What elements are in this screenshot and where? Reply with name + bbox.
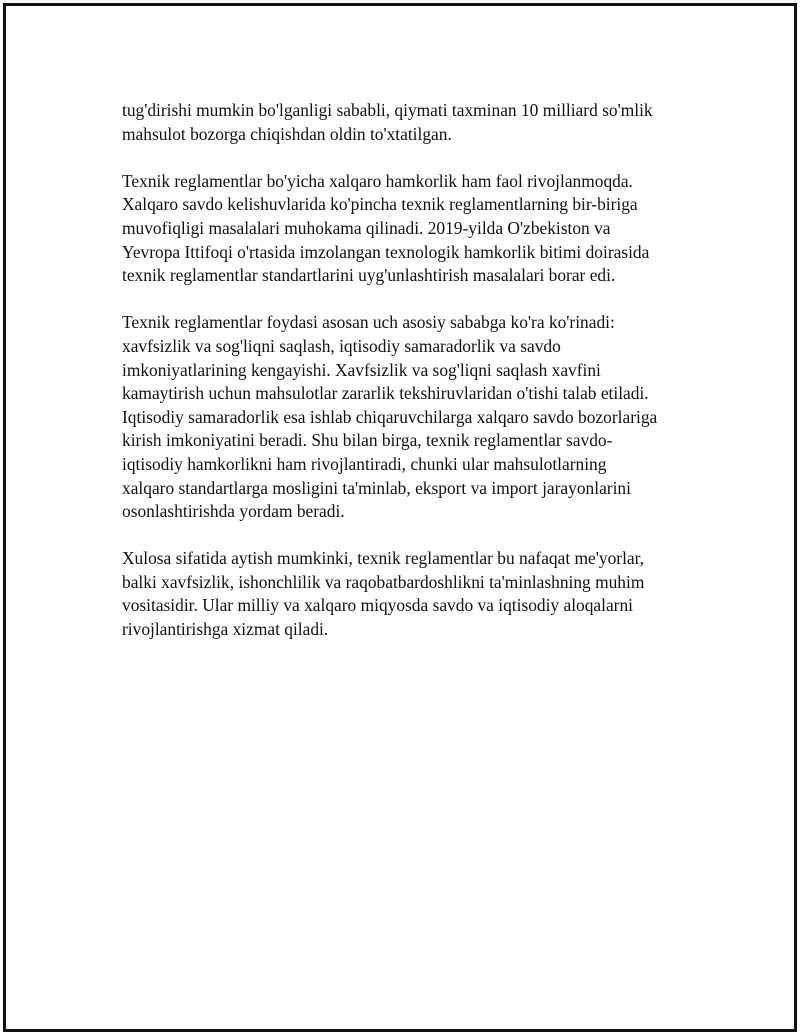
paragraph-3: [122, 311, 682, 523]
paragraph-1: [122, 99, 682, 146]
text-line: tug'dirishi mumkin bo'lganligi sababli, qiymati taxminan 10 milliard so'mlik: [122, 100, 653, 120]
text-line: Xulosa sifatida aytish mumkinki, texnik reglamentlar bu nafaqat me'yorlar,: [122, 548, 645, 569]
document-page: [3, 3, 797, 1032]
text-line: Texnik reglamentlar foydasi asosan uch asosiy sababga ko'ra ko'rinadi:: [122, 312, 615, 333]
text-line: muvofiqligi masalalari muhokama qilinadi. 2019-yilda O'zbekiston va: [122, 217, 611, 238]
text-line: rivojlantirishga xizmat qiladi.: [122, 619, 329, 640]
text-line: iqtisodiy hamkorlikni ham rivojlantiradi, chunki ular mahsulotlarning: [122, 453, 607, 474]
text-line: xalqaro standartlarga mosligini ta'minlab, eksport va import jarayonlarini: [122, 477, 631, 498]
text-line: Xalqaro savdo kelishuvlarida ko'pincha texnik reglamentlarning bir-biriga: [122, 194, 638, 215]
text-line: imkoniyatlarining kengayishi. Xavfsizlik va sog'liqni saqlash xavfini: [122, 359, 601, 380]
text-line: Yevropa Ittifoqi o'rtasida imzolangan texnologik hamkorlik bitimi doirasida: [122, 241, 650, 262]
text-line: mahsulot bozorga chiqishdan oldin to'xtatilgan.: [122, 123, 452, 144]
paragraph-2: [122, 170, 682, 288]
text-line: kamaytirish uchun mahsulotlar zararlik tekshiruvlaridan o'tishi talab etiladi.: [122, 383, 649, 404]
text-line: texnik reglamentlar standartlarini uyg'unlashtirish masalalari borar edi.: [122, 265, 616, 286]
paragraph-4: [122, 547, 682, 641]
text-line: Texnik reglamentlar bo'yicha xalqaro hamkorlik ham faol rivojlanmoqda.: [122, 170, 633, 191]
document-body: [122, 99, 682, 665]
text-line: Iqtisodiy samaradorlik esa ishlab chiqaruvchilarga xalqaro savdo bozorlariga: [122, 406, 658, 427]
text-line: vositasidir. Ular milliy va xalqaro miqyosda savdo va iqtisodiy aloqalarni: [122, 595, 634, 616]
text-line: xavfsizlik va sog'liqni saqlash, iqtisodiy samaradorlik va savdo: [122, 335, 561, 356]
text-line: osonlashtirishda yordam beradi.: [122, 501, 345, 522]
text-line: kirish imkoniyatini beradi. Shu bilan birga, texnik reglamentlar savdo-: [122, 430, 613, 451]
text-line: balki xavfsizlik, ishonchlilik va raqobatbardoshlikni ta'minlashning muhim: [122, 571, 645, 592]
